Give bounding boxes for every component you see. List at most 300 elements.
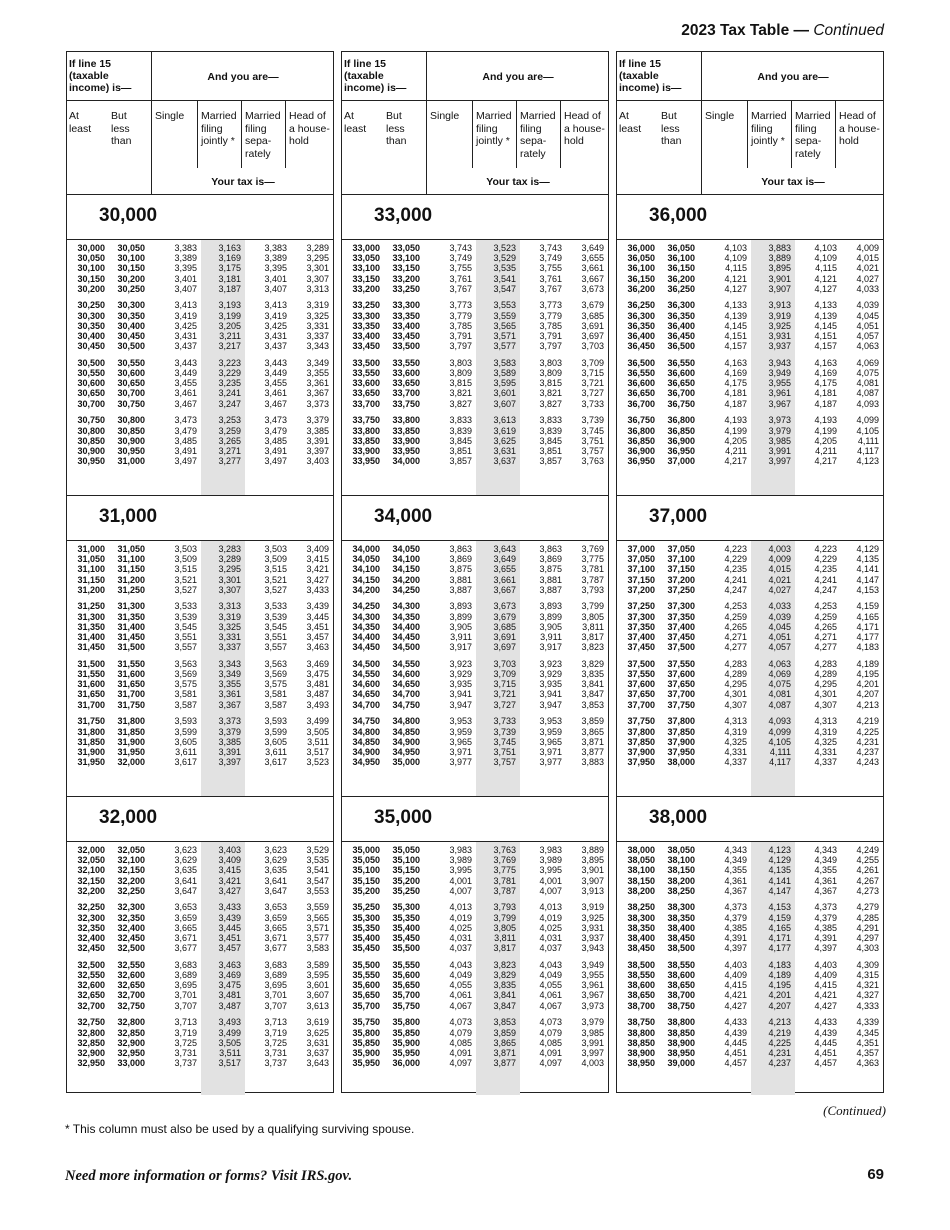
table-cell: 3,827 <box>449 398 472 409</box>
table-cell: 3,389 <box>174 253 197 264</box>
table-cell: 3,497 <box>264 456 287 467</box>
table-cell: 3,913 <box>581 885 604 896</box>
table-row <box>67 845 333 855</box>
table-cell: 3,905 <box>449 621 472 632</box>
table-row <box>342 700 608 710</box>
table-cell: 3,613 <box>493 415 516 426</box>
table-cell: 32,750 <box>77 1017 105 1028</box>
table-cell: 31,550 <box>117 658 145 669</box>
table-cell: 3,187 <box>218 283 241 294</box>
table-cell: 4,379 <box>724 912 747 923</box>
married-separately-label: Married filing sepa-rately <box>795 110 831 160</box>
table-cell: 37,850 <box>627 736 655 747</box>
table-cell: 4,319 <box>724 726 747 737</box>
table-cell: 3,983 <box>449 845 472 855</box>
table-cell: 3,355 <box>306 368 329 379</box>
table-cell: 4,073 <box>449 1017 472 1028</box>
table-cell: 30,750 <box>117 398 145 409</box>
table-row <box>617 341 883 351</box>
table-cell: 3,731 <box>264 1047 287 1058</box>
table-cell: 38,350 <box>627 922 655 933</box>
table-cell: 38,100 <box>627 865 655 876</box>
table-cell: 3,835 <box>581 669 604 680</box>
section-title: 31,000 <box>99 506 158 527</box>
table-cell: 32,050 <box>117 845 145 855</box>
table-cell: 3,461 <box>264 388 287 399</box>
table-cell: 3,425 <box>264 320 287 331</box>
table-cell: 30,600 <box>117 368 145 379</box>
table-cell: 4,409 <box>724 970 747 981</box>
table-row <box>67 923 333 933</box>
table-cell: 3,749 <box>539 253 562 264</box>
table-cell: 33,300 <box>352 310 380 321</box>
table-cell: 3,391 <box>218 746 241 757</box>
table-cell: 31,950 <box>77 757 105 768</box>
table-row <box>67 990 333 1000</box>
table-cell: 3,695 <box>264 980 287 991</box>
table-cell: 36,750 <box>627 415 655 426</box>
table-cell: 37,500 <box>667 642 695 653</box>
table-cell: 3,995 <box>449 865 472 876</box>
table-cell: 37,700 <box>667 689 695 700</box>
table-cell: 4,121 <box>724 273 747 284</box>
table-cell: 3,805 <box>493 922 516 933</box>
table-cell: 3,713 <box>174 1017 197 1028</box>
table-cell: 3,413 <box>264 300 287 311</box>
table-cell: 36,400 <box>667 320 695 331</box>
table-cell: 3,601 <box>493 388 516 399</box>
table-cell: 3,731 <box>174 1047 197 1058</box>
table-row <box>342 970 608 980</box>
table-cell: 3,727 <box>493 699 516 710</box>
table-cell: 4,211 <box>725 445 747 456</box>
table-cell: 34,350 <box>392 611 420 622</box>
table-cell: 3,875 <box>449 564 472 575</box>
table-cell: 33,550 <box>352 368 380 379</box>
table-cell: 34,350 <box>352 621 380 632</box>
table-cell: 4,039 <box>768 611 791 622</box>
table-cell: 4,151 <box>724 331 747 341</box>
table-row <box>342 865 608 875</box>
table-cell: 3,929 <box>539 669 562 680</box>
table-cell: 4,283 <box>814 658 837 669</box>
table-cell: 4,057 <box>856 331 879 341</box>
table-cell: 3,887 <box>449 584 472 595</box>
section-title: 32,000 <box>99 807 158 828</box>
table-cell: 3,629 <box>264 855 287 866</box>
table-row <box>67 700 333 710</box>
table-row <box>617 1058 883 1068</box>
table-cell: 3,833 <box>449 415 472 426</box>
table-cell: 4,283 <box>724 658 747 669</box>
table-cell: 3,475 <box>218 980 241 991</box>
table-cell: 34,850 <box>352 736 380 747</box>
table-cell: 33,700 <box>352 398 380 409</box>
table-row <box>342 331 608 341</box>
table-cell: 3,869 <box>449 554 472 565</box>
table-cell: 4,061 <box>449 990 472 1001</box>
table-cell: 37,800 <box>627 726 655 737</box>
table-cell: 33,850 <box>352 435 380 446</box>
table-cell: 3,947 <box>539 699 562 710</box>
table-cell: 4,181 <box>814 388 837 399</box>
table-cell: 4,333 <box>856 1000 879 1011</box>
table-cell: 3,553 <box>493 300 516 311</box>
table-cell: 3,509 <box>264 554 287 565</box>
table-cell: 4,139 <box>724 310 747 321</box>
table-cell: 36,250 <box>627 300 655 311</box>
table-cell: 3,409 <box>218 855 241 866</box>
table-cell: 4,291 <box>856 922 879 933</box>
table-cell: 30,500 <box>77 357 105 368</box>
table-cell: 3,713 <box>264 1017 287 1028</box>
table-cell: 3,499 <box>306 716 329 727</box>
table-cell: 3,689 <box>264 970 287 981</box>
table-cell: 3,965 <box>449 736 472 747</box>
table-cell: 34,150 <box>392 564 420 575</box>
table-cell: 3,485 <box>264 435 287 446</box>
table-cell: 4,295 <box>814 679 837 690</box>
table-row <box>342 669 608 679</box>
section-title: 30,000 <box>99 205 158 226</box>
table-row <box>67 415 333 425</box>
table-cell: 3,959 <box>539 726 562 737</box>
table-cell: 3,823 <box>493 959 516 970</box>
table-row <box>342 399 608 409</box>
table-cell: 34,550 <box>392 658 420 669</box>
table-cell: 4,267 <box>856 875 879 886</box>
table-cell: 32,350 <box>117 912 145 923</box>
table-cell: 4,373 <box>814 902 837 913</box>
table-row <box>617 689 883 699</box>
table-cell: 3,781 <box>581 564 604 575</box>
table-cell: 3,839 <box>539 425 562 436</box>
table-row <box>617 845 883 855</box>
table-row <box>342 642 608 652</box>
table-cell: 3,953 <box>449 716 472 727</box>
table-cell: 3,283 <box>218 544 241 554</box>
table-cell: 3,265 <box>218 435 241 446</box>
table-cell: 3,571 <box>306 922 329 933</box>
table-row <box>67 679 333 689</box>
table-cell: 32,800 <box>117 1017 145 1028</box>
table-cell: 3,685 <box>581 310 604 321</box>
table-cell: 3,811 <box>494 933 516 943</box>
table-cell: 3,607 <box>306 990 329 1001</box>
table-cell: 3,997 <box>581 1047 604 1058</box>
table-cell: 4,153 <box>768 902 791 913</box>
table-cell: 3,523 <box>493 243 516 253</box>
table-cell: 3,601 <box>306 980 329 991</box>
table-cell: 4,285 <box>856 912 879 923</box>
table-row <box>342 263 608 273</box>
table-cell: 36,050 <box>627 253 655 264</box>
table-row <box>67 243 333 253</box>
table-cell: 31,650 <box>117 679 145 690</box>
table-cell: 4,403 <box>724 959 747 970</box>
table-cell: 39,000 <box>667 1058 695 1069</box>
table-cell: 31,050 <box>77 554 105 565</box>
table-row <box>67 341 333 351</box>
table-cell: 3,595 <box>306 970 329 981</box>
table-cell: 3,599 <box>174 726 197 737</box>
table-cell: 33,500 <box>392 341 420 352</box>
table-cell: 3,983 <box>539 845 562 855</box>
table-row <box>617 564 883 574</box>
table-cell: 3,235 <box>218 378 241 389</box>
table-cell: 4,357 <box>856 1047 879 1058</box>
table-cell: 3,841 <box>581 679 604 690</box>
table-cell: 4,397 <box>814 943 837 954</box>
table-cell: 4,109 <box>814 253 837 264</box>
table-row <box>342 544 608 554</box>
table-cell: 30,900 <box>77 445 105 456</box>
table-cell: 4,129 <box>856 544 879 554</box>
table-cell: 32,200 <box>77 885 105 896</box>
table-cell: 34,000 <box>352 544 380 554</box>
table-cell: 4,439 <box>814 1027 837 1038</box>
table-cell: 4,117 <box>857 445 879 456</box>
table-cell: 3,521 <box>264 574 287 585</box>
table-cell: 3,989 <box>539 855 562 866</box>
table-cell: 38,600 <box>627 980 655 991</box>
table-row <box>617 727 883 737</box>
table-cell: 36,600 <box>667 368 695 379</box>
table-cell: 3,833 <box>539 415 562 426</box>
table-row <box>617 659 883 669</box>
table-cell: 32,950 <box>77 1058 105 1069</box>
table-row <box>617 632 883 642</box>
table-row <box>617 886 883 896</box>
table-row <box>342 876 608 886</box>
table-row <box>67 284 333 294</box>
table-cell: 4,409 <box>814 970 837 981</box>
table-cell: 34,750 <box>392 699 420 710</box>
table-cell: 4,049 <box>539 970 562 981</box>
table-cell: 4,217 <box>814 456 837 467</box>
table-cell: 3,395 <box>174 263 197 274</box>
table-cell: 3,901 <box>768 273 791 284</box>
table-row <box>617 669 883 679</box>
table-cell: 32,000 <box>77 845 105 855</box>
table-cell: 30,500 <box>117 341 145 352</box>
table-cell: 4,085 <box>449 1037 472 1048</box>
table-cell: 3,785 <box>539 320 562 331</box>
table-cell: 37,800 <box>667 716 695 727</box>
table-cell: 3,869 <box>539 554 562 565</box>
table-cell: 3,493 <box>218 1017 241 1028</box>
table-cell: 3,701 <box>174 990 197 1001</box>
table-cell: 3,617 <box>174 757 197 768</box>
table-cell: 3,361 <box>218 689 241 700</box>
section-title: 38,000 <box>649 807 708 828</box>
table-cell: 3,631 <box>306 1037 329 1048</box>
table-row <box>342 321 608 331</box>
table-cell: 38,750 <box>667 1000 695 1011</box>
table-row <box>67 727 333 737</box>
table-cell: 4,229 <box>724 554 747 565</box>
table-cell: 3,845 <box>449 435 472 446</box>
table-cell: 4,231 <box>856 736 879 747</box>
table-cell: 4,103 <box>724 243 747 253</box>
table-row <box>617 284 883 294</box>
table-cell: 34,450 <box>392 632 420 642</box>
table-cell: 3,899 <box>539 611 562 622</box>
table-cell: 3,401 <box>264 273 287 284</box>
table-cell: 4,199 <box>724 425 747 436</box>
table-cell: 30,150 <box>77 273 105 284</box>
table-cell: 3,763 <box>493 845 516 855</box>
table-row <box>342 689 608 699</box>
table-cell: 4,237 <box>768 1058 791 1069</box>
table-row <box>67 575 333 585</box>
table-cell: 36,650 <box>627 388 655 399</box>
table-cell: 3,367 <box>218 699 241 710</box>
table-cell: 3,463 <box>218 959 241 970</box>
table-row <box>617 436 883 446</box>
table-cell: 3,653 <box>174 902 197 913</box>
table-cell: 3,739 <box>493 726 516 737</box>
table-cell: 3,995 <box>539 865 562 876</box>
table-cell: 3,841 <box>493 990 516 1001</box>
table-cell: 36,500 <box>627 357 655 368</box>
table-cell: 3,301 <box>306 263 329 274</box>
table-cell: 3,745 <box>493 736 516 747</box>
table-cell: 3,277 <box>218 456 241 467</box>
table-cell: 3,839 <box>449 425 472 436</box>
table-cell: 4,313 <box>814 716 837 727</box>
table-cell: 4,135 <box>856 554 879 565</box>
table-cell: 4,057 <box>768 642 791 653</box>
table-cell: 4,201 <box>768 990 791 1001</box>
table-cell: 3,509 <box>174 554 197 565</box>
table-cell: 32,700 <box>77 1000 105 1011</box>
table-row <box>342 747 608 757</box>
table-cell: 4,445 <box>724 1037 747 1048</box>
table-cell: 4,355 <box>814 865 837 876</box>
table-row <box>342 923 608 933</box>
table-cell: 34,850 <box>392 726 420 737</box>
table-cell: 3,559 <box>306 902 329 913</box>
table-cell: 4,391 <box>814 933 837 943</box>
table-cell: 3,817 <box>581 632 604 642</box>
table-cell: 35,700 <box>352 1000 380 1011</box>
table-cell: 32,000 <box>117 757 145 768</box>
table-cell: 4,343 <box>724 845 747 855</box>
table-cell: 4,127 <box>814 283 837 294</box>
table-cell: 36,900 <box>667 435 695 446</box>
table-cell: 3,409 <box>306 544 329 554</box>
table-cell: 35,650 <box>392 980 420 991</box>
table-cell: 4,115 <box>815 263 837 274</box>
table-cell: 35,400 <box>392 922 420 933</box>
table-cell: 3,481 <box>218 990 241 1001</box>
table-row <box>67 456 333 466</box>
but-less-than-label: But less than <box>661 110 682 147</box>
table-cell: 36,350 <box>627 320 655 331</box>
table-cell: 4,199 <box>814 425 837 436</box>
table-cell: 3,877 <box>581 746 604 757</box>
table-cell: 32,250 <box>77 902 105 913</box>
table-cell: 3,199 <box>218 310 241 321</box>
table-cell: 4,133 <box>724 300 747 311</box>
table-cell: 4,027 <box>768 584 791 595</box>
table-cell: 3,229 <box>218 368 241 379</box>
table-row <box>67 747 333 757</box>
table-cell: 37,950 <box>627 757 655 768</box>
table-row <box>67 1038 333 1048</box>
table-row <box>67 1017 333 1027</box>
table-cell: 3,295 <box>218 564 241 575</box>
table-cell: 38,050 <box>627 855 655 866</box>
table-cell: 37,000 <box>627 544 655 554</box>
table-cell: 3,385 <box>218 736 241 747</box>
table-cell: 3,697 <box>493 642 516 653</box>
table-cell: 4,015 <box>768 564 791 575</box>
table-row <box>342 1058 608 1068</box>
table-cell: 4,087 <box>856 388 879 399</box>
table-cell: 36,300 <box>627 310 655 321</box>
table-cell: 3,773 <box>539 300 562 311</box>
table-row <box>342 902 608 912</box>
table-cell: 3,163 <box>218 243 241 253</box>
married-jointly-label: Married filing jointly * <box>201 110 237 147</box>
table-cell: 37,900 <box>667 736 695 747</box>
table-cell: 32,100 <box>77 865 105 876</box>
table-cell: 4,147 <box>768 885 791 896</box>
table-cell: 3,653 <box>264 902 287 913</box>
table-cell: 34,250 <box>392 584 420 595</box>
table-cell: 34,400 <box>392 621 420 632</box>
table-cell: 3,895 <box>581 855 604 866</box>
table-cell: 3,895 <box>768 263 791 274</box>
table-cell: 3,899 <box>449 611 472 622</box>
table-cell: 3,905 <box>539 621 562 632</box>
table-cell: 3,545 <box>174 621 197 632</box>
table-cell: 3,815 <box>539 378 562 389</box>
table-cell: 3,619 <box>306 1017 329 1028</box>
table-cell: 3,769 <box>493 855 516 866</box>
table-cell: 4,331 <box>724 746 747 757</box>
table-row <box>342 585 608 595</box>
income-section <box>617 195 883 496</box>
table-row <box>67 865 333 875</box>
table-cell: 3,533 <box>174 601 197 612</box>
table-cell: 3,853 <box>493 1017 516 1028</box>
table-row <box>342 368 608 378</box>
table-cell: 4,189 <box>768 970 791 981</box>
table-cell: 32,400 <box>117 922 145 933</box>
table-cell: 37,200 <box>627 584 655 595</box>
table-row <box>342 436 608 446</box>
table-cell: 3,805 <box>581 611 604 622</box>
table-cell: 34,450 <box>352 642 380 653</box>
and-you-are-label: And you are— <box>482 71 554 83</box>
table-cell: 3,985 <box>581 1027 604 1038</box>
table-cell: 31,350 <box>117 611 145 622</box>
table-cell: 3,923 <box>539 658 562 669</box>
table-cell: 3,757 <box>581 445 604 456</box>
table-cell: 4,427 <box>724 1000 747 1011</box>
table-cell: 32,550 <box>117 959 145 970</box>
table-row <box>67 446 333 456</box>
table-row <box>617 253 883 263</box>
table-cell: 3,875 <box>539 564 562 575</box>
table-cell: 3,439 <box>306 601 329 612</box>
table-cell: 4,373 <box>724 902 747 913</box>
table-cell: 4,015 <box>856 253 879 264</box>
table-row <box>342 727 608 737</box>
